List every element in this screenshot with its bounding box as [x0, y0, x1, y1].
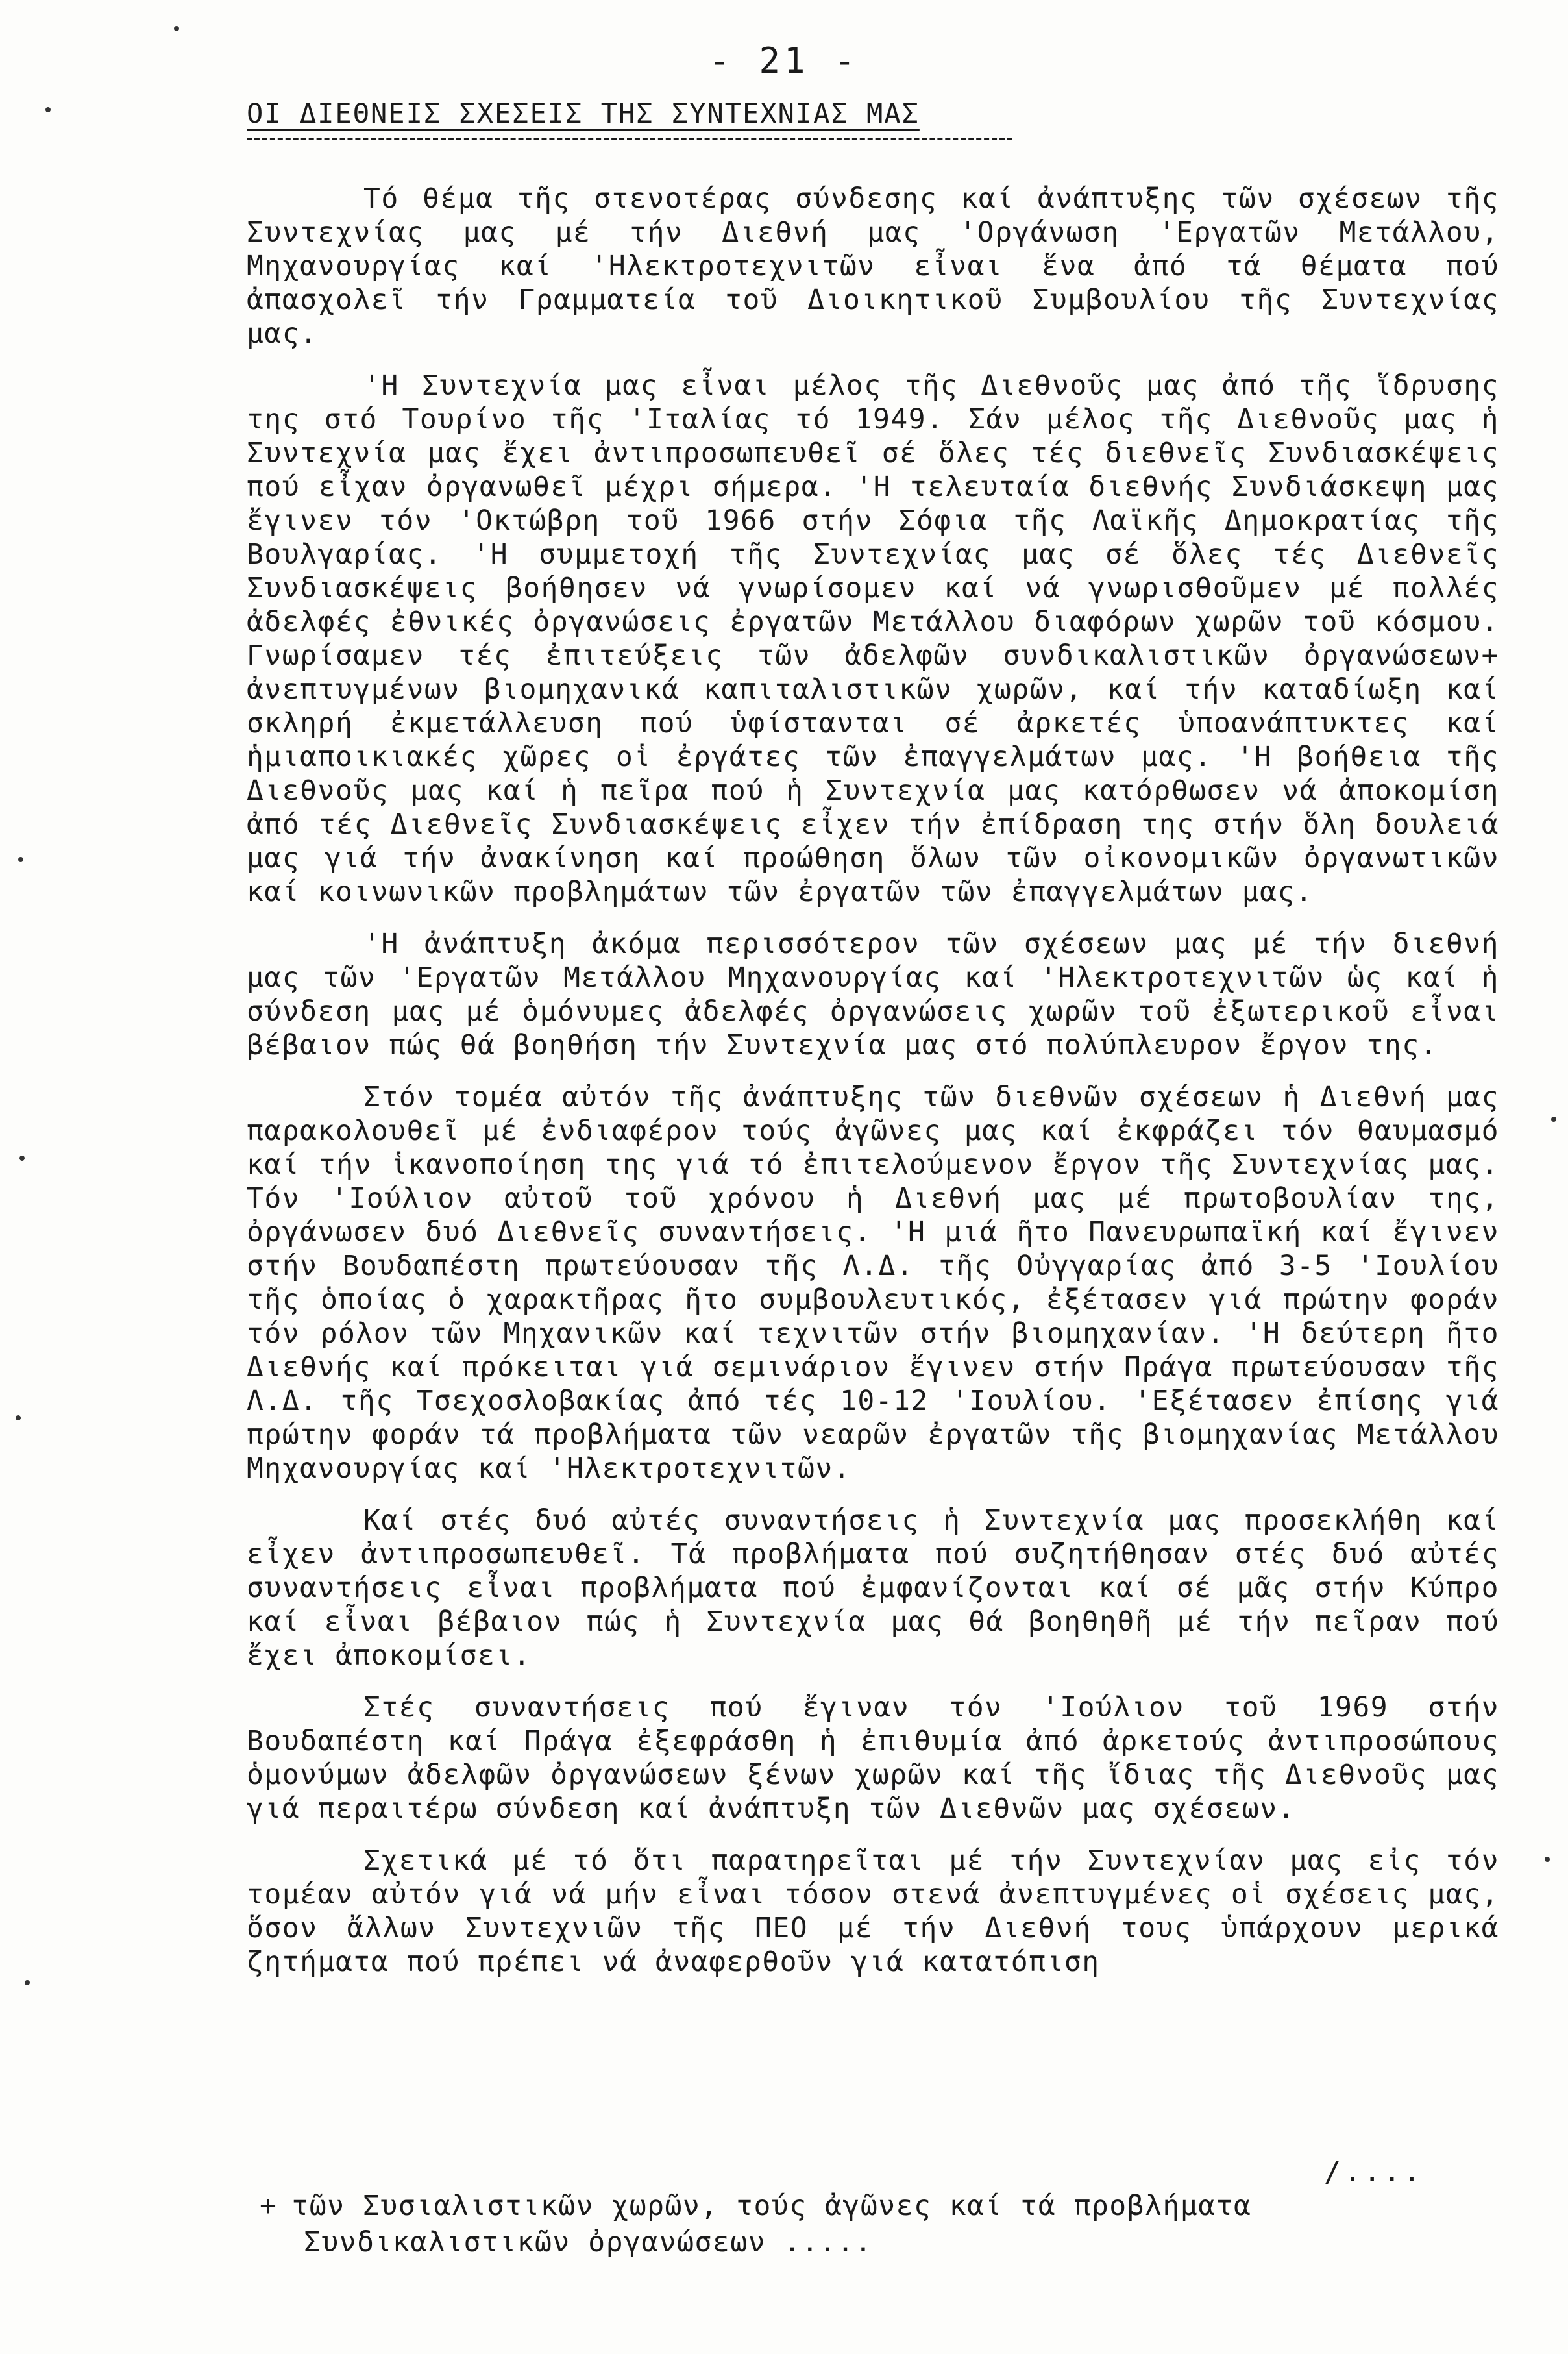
scan-speck	[1545, 1857, 1550, 1862]
paragraph-5: Καί στές δυό αὐτές συναντήσεις ἡ Συντεχνία μας προσεκλήθη καί εἶχεν ἀντιπροσωπευθεῖ. Τά προβλήματα πού συζητήθησαν στές δυό αὐτές συναντήσεις εἶναι προβλήματα πού ἐμφανίζονται καί σέ μᾶς στήν Κύπρο καί εἶναι βέβαιον πώς ἡ Συντεχνία μας θά βοηθηθῆ μέ τήν πεῖραν πού ἔχει ἀποκομίσει.	[247, 1504, 1499, 1672]
paragraph-1: Τό θέμα τῆς στενοτέρας σύνδεσης καί ἀνάπτυξης τῶν σχέσεων τῆς Συντεχνίας μας μέ τήν Διεθνή μας 'Οργάνωση 'Εργατῶν Μετάλλου, Μηχανουργίας καί 'Ηλεκτροτεχνιτῶν εἶναι ἕνα ἀπό τά θέματα πού ἀπασχολεῖ τήν Γραμματεία τοῦ Διοικητικοῦ Συμβουλίου τῆς Συντεχνίας μας.	[247, 182, 1499, 350]
paragraph-7: Σχετικά μέ τό ὅτι παρατηρεῖται μέ τήν Συντεχνίαν μας εἰς τόν τομέαν αὐτόν γιά νά μήν εἶναι τόσον στενά ἀνεπτυγμένες οἱ σχέσεις μας, ὅσον ἄλλων Συντεχνιῶν τῆς ΠΕΟ μέ τήν Διεθνή τους ὑπάρχουν μερικά ζητήματα πού πρέπει νά ἀναφερθοῦν γιά κατατόπιση	[247, 1844, 1499, 1978]
scan-speck	[16, 1415, 21, 1420]
paragraph-3: 'Η ἀνάπτυξη ἀκόμα περισσότερον τῶν σχέσεων μας μέ τήν διεθνή μας τῶν 'Εργατῶν Μετάλλου Μηχανουργίας καί 'Ηλεκτροτεχνιτῶν ὡς καί ἡ σύνδεση μας μέ ὁμόνυμες ἀδελφές ὀργανώσεις χωρῶν τοῦ ἐξωτερικοῦ εἶναι βέβαιον πώς θά βοηθήση τήν Συντεχνία μας στό πολύπλευρον ἔργον της.	[247, 928, 1499, 1061]
scan-speck	[1551, 1117, 1556, 1122]
document-body	[247, 182, 1499, 1979]
scan-speck	[174, 26, 179, 31]
document-title: ΟΙ ΔΙΕΘΝΕΙΣ ΣΧΕΣΕΙΣ ΤΗΣ ΣΥΝΤΕΧΝΙΑΣ ΜΑΣ	[247, 97, 920, 129]
footnote-marker: +	[260, 2190, 278, 2222]
scan-speck	[19, 1156, 25, 1161]
paragraph-6: Στές συναντήσεις πού ἔγιναν τόν 'Ιούλιον τοῦ 1969 στήν Βουδαπέστη καί Πράγα ἐξεφράσθη ἡ ἐπιθυμία ἀπό ἀρκετούς ἀντιπροσώπους ὁμονύμων ἀδελφῶν ὀργανώσεων ξένων χωρῶν καί τῆς ἴδιας τῆς Διεθνοῦς μας γιά περαιτέρω σύνδεση καί ἀνάπτυξη τῶν Διεθνῶν μας σχέσεων.	[247, 1691, 1499, 1825]
page-number: - 21 -	[709, 40, 859, 81]
footnote	[260, 2188, 1480, 2261]
scan-speck	[45, 107, 51, 112]
footnote-line-1	[260, 2188, 1480, 2224]
footnote-text-1: τῶν Συσιαλιστικῶν χωρῶν, τούς ἀγῶνες καί τά προβλήματα	[291, 2190, 1252, 2222]
paragraph-2: 'Η Συντεχνία μας εἶναι μέλος τῆς Διεθνοῦς μας ἀπό τῆς ἵδρυσης της στό Τουρίνο τῆς 'Ιταλίας τό 1949. Σάν μέλος τῆς Διεθνοῦς μας ἡ Συντεχνία μας ἔχει ἀντιπροσωπευθεῖ σέ ὅλες τές διεθνεῖς Συνδιασκέψεις πού εἶχαν ὀργανωθεῖ μέχρι σήμερα. 'Η τελευταία διεθνής Συνδιάσκεψη μας ἔγινεν τόν 'Οκτώβρη τοῦ 1966 στήν Σόφια τῆς Λαϊκῆς Δημοκρατίας τῆς Βουλγαρίας. 'Η συμμετοχή τῆς Συντεχνίας μας σέ ὅλες τές Διεθνεῖς Συνδιασκέψεις βοήθησεν νά γνωρίσομεν καί νά γνωρισθοῦμεν μέ πολλές ἀδελφές ἐθνικές ὀργανώσεις ἐργατῶν Μετάλλου διαφόρων χωρῶν τοῦ κόσμου. Γνωρίσαμεν τές ἐπιτεύξεις τῶν ἀδελφῶν συνδικαλιστικῶν ὀργανώσεων+ ἀνεπτυγμένων βιομηχανικά καπιταλιστικῶν χωρῶν, καί τήν καταδίωξη καί σκληρή ἐκμετάλλευση πού ὑφίστανται σέ ἀρκετές ὑποανάπτυκτες καί ἡμιαποικιακές χῶρες οἱ ἐργάτες τῶν ἐπαγγελμάτων μας. 'Η βοήθεια τῆς Διεθνοῦς μας καί ἡ πεῖρα πού ἡ Συντεχνία μας κατόρθωσεν νά ἀποκομίση ἀπό τές Διεθνεῖς Συνδιασκέψεις εἶχεν τήν ἐπίδραση της στήν ὅλη δουλειά μας γιά τήν ἀνακίνηση καί προώθηση ὅλων τῶν οἰκονομικῶν ὀργανωτικῶν καί κοινωνικῶν προβλημάτων τῶν ἐργατῶν τῶν ἐπαγγελμάτων μας.	[247, 369, 1499, 908]
continuation-mark: /....	[1324, 2155, 1423, 2188]
paragraph-4: Στόν τομέα αὐτόν τῆς ἀνάπτυξης τῶν διεθνῶν σχέσεων ἡ Διεθνή μας παρακολουθεῖ μέ ἐνδιαφέρον τούς ἀγῶνες μας καί ἐκφράζει τόν θαυμασμό καί τήν ἱκανοποίηση της γιά τό ἐπιτελούμενον ἔργον τῆς Συντεχνίας μας. Τόν 'Ιούλιον αὐτοῦ τοῦ χρόνου ἡ Διεθνή μας μέ πρωτοβουλίαν της, ὀργάνωσεν δυό Διεθνεῖς συναντήσεις. 'Η μιά ῆτο Πανευρωπαϊκή καί ἔγινεν στήν Βουδαπέστη πρωτεύουσαν τῆς Λ.Δ. τῆς Οὐγγαρίας ἀπό 3-5 'Ιουλίου τῆς ὁποίας ὁ χαρακτῆρας ῆτο συμβουλευτικός, ἐξέτασεν γιά πρώτην φοράν τόν ρόλον τῶν Μηχανικῶν καί τεχνιτῶν στήν βιομηχανίαν. 'Η δεύτερη ῆτο Διεθνής καί πρόκειται γιά σεμινάριον ἔγινεν στήν Πράγα πρωτεύουσαν τῆς Λ.Δ. τῆς Τσεχοσλοβακίας ἀπό τές 10-12 'Ιουλίου. 'Εξέτασεν ἐπίσης γιά πρώτην φοράν τά προβλήματα τῶν νεαρῶν ἐργατῶν τῆς βιομηχανίας Μετάλλου Μηχανουργίας καί 'Ηλεκτροτεχνιτῶν.	[247, 1081, 1499, 1485]
scan-speck	[18, 857, 23, 862]
title-underline-dashes	[247, 138, 1012, 140]
scan-speck	[25, 1980, 30, 1985]
footnote-line-2: Συνδικαλιστικῶν ὀργανώσεων .....	[304, 2226, 873, 2259]
